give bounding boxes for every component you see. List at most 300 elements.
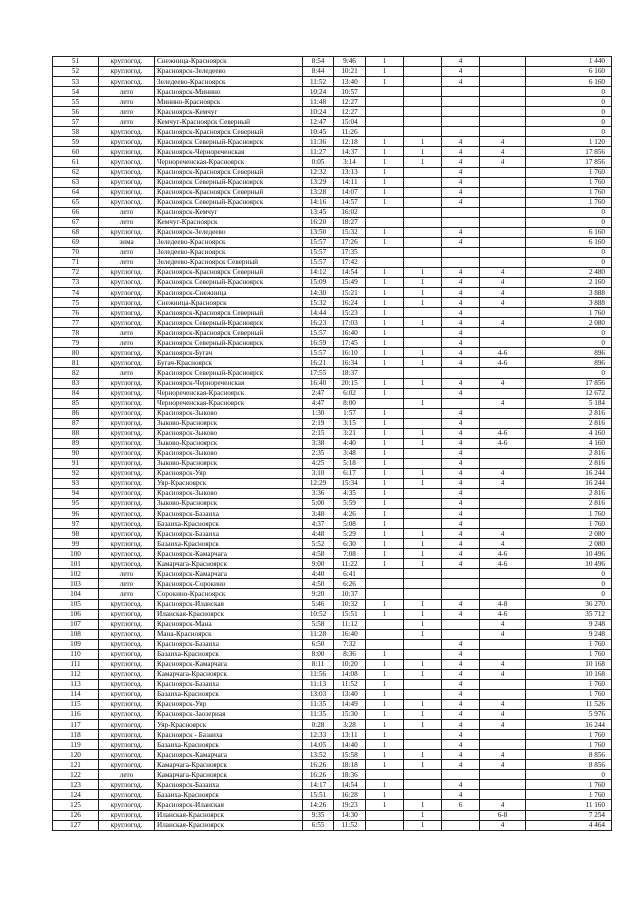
- table-row: [53, 67, 612, 77]
- season-cell: круглогод.: [99, 810, 155, 820]
- col-b-cell: 1: [404, 358, 442, 368]
- table-row: [53, 609, 612, 619]
- col-c-cell: 4: [442, 418, 480, 428]
- col-a-cell: 1: [366, 197, 404, 207]
- route-cell: Красноярск Северный-Красноярск: [155, 278, 303, 288]
- col-b-cell: [404, 730, 442, 740]
- arrival-time-cell: 8:36: [334, 649, 366, 659]
- amount-cell: 1 760: [526, 308, 612, 318]
- departure-time-cell: 16:21: [303, 358, 334, 368]
- col-b-cell: [404, 177, 442, 187]
- departure-time-cell: 16:26: [303, 760, 334, 770]
- row-number-cell: 61: [53, 157, 99, 167]
- route-cell: Красноярск-Красноярск Северный: [155, 187, 303, 197]
- departure-time-cell: 10:52: [303, 609, 334, 619]
- col-c-cell: 4: [442, 338, 480, 348]
- col-a-cell: [366, 368, 404, 378]
- arrival-time-cell: 11:26: [334, 127, 366, 137]
- arrival-time-cell: 15:58: [334, 750, 366, 760]
- departure-time-cell: 12:33: [303, 730, 334, 740]
- route-cell: Кемчуг-Красноярск: [155, 217, 303, 227]
- departure-time-cell: 4:48: [303, 529, 334, 539]
- route-cell: Сорокино-Красноярск: [155, 589, 303, 599]
- route-cell: Красноярск-Базаиха: [155, 639, 303, 649]
- amount-cell: 2 816: [526, 408, 612, 418]
- col-b-cell: [404, 368, 442, 378]
- col-a-cell: 1: [366, 458, 404, 468]
- table-row: [53, 157, 612, 167]
- season-cell: круглогод.: [99, 288, 155, 298]
- row-number-cell: 78: [53, 328, 99, 338]
- season-cell: лето: [99, 569, 155, 579]
- col-d-cell: 4: [480, 720, 526, 730]
- col-c-cell: [442, 629, 480, 639]
- route-cell: Зеледеево-Красноярск: [155, 247, 303, 257]
- amount-cell: 0: [526, 247, 612, 257]
- amount-cell: 36 270: [526, 599, 612, 609]
- season-cell: лето: [99, 107, 155, 117]
- season-cell: круглогод.: [99, 57, 155, 67]
- season-cell: круглогод.: [99, 378, 155, 388]
- col-d-cell: [480, 579, 526, 589]
- col-b-cell: [404, 639, 442, 649]
- table-row: [53, 448, 612, 458]
- row-number-cell: 82: [53, 368, 99, 378]
- departure-time-cell: 10:24: [303, 107, 334, 117]
- amount-cell: 0: [526, 579, 612, 589]
- departure-time-cell: 4:50: [303, 579, 334, 589]
- route-cell: Красноярск-Базаиха: [155, 780, 303, 790]
- arrival-time-cell: 15:21: [334, 288, 366, 298]
- col-c-cell: 4: [442, 288, 480, 298]
- col-c-cell: 4: [442, 750, 480, 760]
- departure-time-cell: 11:35: [303, 700, 334, 710]
- departure-time-cell: 13:45: [303, 207, 334, 217]
- season-cell: круглогод.: [99, 127, 155, 137]
- amount-cell: 1 760: [526, 639, 612, 649]
- row-number-cell: 81: [53, 358, 99, 368]
- row-number-cell: 92: [53, 468, 99, 478]
- col-b-cell: [404, 418, 442, 428]
- col-b-cell: [404, 257, 442, 267]
- arrival-time-cell: 10:37: [334, 589, 366, 599]
- col-c-cell: 4: [442, 147, 480, 157]
- season-cell: круглогод.: [99, 619, 155, 629]
- col-c-cell: 4: [442, 298, 480, 308]
- departure-time-cell: 12:32: [303, 167, 334, 177]
- col-c-cell: [442, 217, 480, 227]
- route-cell: Снежница-Красноярск: [155, 298, 303, 308]
- row-number-cell: 124: [53, 790, 99, 800]
- arrival-time-cell: 10:32: [334, 599, 366, 609]
- col-a-cell: [366, 810, 404, 820]
- season-cell: лето: [99, 207, 155, 217]
- row-number-cell: 85: [53, 398, 99, 408]
- col-a-cell: 1: [366, 740, 404, 750]
- table-row: [53, 770, 612, 780]
- col-a-cell: 1: [366, 388, 404, 398]
- arrival-time-cell: 6:02: [334, 388, 366, 398]
- arrival-time-cell: 17:03: [334, 318, 366, 328]
- col-c-cell: 4: [442, 730, 480, 740]
- departure-time-cell: 10:45: [303, 127, 334, 137]
- row-number-cell: 72: [53, 267, 99, 277]
- season-cell: круглогод.: [99, 187, 155, 197]
- col-a-cell: 1: [366, 559, 404, 569]
- col-a-cell: 1: [366, 67, 404, 77]
- col-b-cell: 1: [404, 137, 442, 147]
- arrival-time-cell: 5:18: [334, 458, 366, 468]
- col-b-cell: 1: [404, 539, 442, 549]
- col-b-cell: [404, 579, 442, 589]
- col-a-cell: [366, 629, 404, 639]
- table-row: [53, 689, 612, 699]
- route-cell: Красноярск-Базаиха: [155, 679, 303, 689]
- col-d-cell: [480, 689, 526, 699]
- col-d-cell: [480, 740, 526, 750]
- row-number-cell: 65: [53, 197, 99, 207]
- arrival-time-cell: 3:28: [334, 720, 366, 730]
- departure-time-cell: 14:12: [303, 267, 334, 277]
- col-c-cell: 4: [442, 177, 480, 187]
- amount-cell: 0: [526, 328, 612, 338]
- col-d-cell: [480, 217, 526, 227]
- row-number-cell: 125: [53, 800, 99, 810]
- season-cell: круглогод.: [99, 418, 155, 428]
- arrival-time-cell: 6:26: [334, 579, 366, 589]
- col-c-cell: [442, 569, 480, 579]
- col-b-cell: [404, 589, 442, 599]
- season-cell: круглогод.: [99, 740, 155, 750]
- col-d-cell: [480, 107, 526, 117]
- season-cell: круглогод.: [99, 509, 155, 519]
- col-a-cell: 1: [366, 730, 404, 740]
- table-row: [53, 810, 612, 820]
- col-a-cell: 1: [366, 659, 404, 669]
- route-cell: Красноярск-Иланская: [155, 800, 303, 810]
- arrival-time-cell: 13:40: [334, 77, 366, 87]
- table-row: [53, 267, 612, 277]
- row-number-cell: 75: [53, 298, 99, 308]
- table-row: [53, 710, 612, 720]
- amount-cell: 2 816: [526, 448, 612, 458]
- arrival-time-cell: 11:52: [334, 820, 366, 830]
- col-a-cell: 1: [366, 478, 404, 488]
- amount-cell: 1 120: [526, 137, 612, 147]
- col-d-cell: [480, 237, 526, 247]
- table-row: [53, 589, 612, 599]
- col-d-cell: 4: [480, 267, 526, 277]
- departure-time-cell: 15:57: [303, 328, 334, 338]
- departure-time-cell: 6:55: [303, 820, 334, 830]
- table-row: [53, 107, 612, 117]
- col-b-cell: [404, 87, 442, 97]
- table-row: [53, 780, 612, 790]
- col-b-cell: [404, 308, 442, 318]
- route-cell: Камарчага-Красноярск: [155, 669, 303, 679]
- amount-cell: 0: [526, 127, 612, 137]
- col-a-cell: 1: [366, 750, 404, 760]
- table-row: [53, 117, 612, 127]
- col-d-cell: 4: [480, 529, 526, 539]
- amount-cell: 0: [526, 368, 612, 378]
- season-cell: круглогод.: [99, 689, 155, 699]
- departure-time-cell: 11:35: [303, 710, 334, 720]
- col-d-cell: [480, 227, 526, 237]
- amount-cell: 7 254: [526, 810, 612, 820]
- col-c-cell: 4: [442, 539, 480, 549]
- arrival-time-cell: 14:11: [334, 177, 366, 187]
- row-number-cell: 54: [53, 87, 99, 97]
- row-number-cell: 80: [53, 348, 99, 358]
- row-number-cell: 113: [53, 679, 99, 689]
- amount-cell: 0: [526, 569, 612, 579]
- col-d-cell: [480, 308, 526, 318]
- col-d-cell: [480, 87, 526, 97]
- col-b-cell: 1: [404, 267, 442, 277]
- row-number-cell: 109: [53, 639, 99, 649]
- row-number-cell: 89: [53, 438, 99, 448]
- col-d-cell: [480, 117, 526, 127]
- route-cell: Зыково-Красноярск: [155, 418, 303, 428]
- col-d-cell: [480, 509, 526, 519]
- route-cell: Красноярск-Иланская: [155, 599, 303, 609]
- col-a-cell: 1: [366, 288, 404, 298]
- season-cell: круглогод.: [99, 137, 155, 147]
- col-c-cell: 4: [442, 57, 480, 67]
- table-row: [53, 137, 612, 147]
- col-b-cell: [404, 67, 442, 77]
- col-a-cell: 1: [366, 489, 404, 499]
- season-cell: круглогод.: [99, 549, 155, 559]
- arrival-time-cell: 15:32: [334, 227, 366, 237]
- col-d-cell: [480, 790, 526, 800]
- season-cell: круглогод.: [99, 348, 155, 358]
- col-a-cell: 1: [366, 338, 404, 348]
- table-row: [53, 478, 612, 488]
- col-b-cell: [404, 448, 442, 458]
- departure-time-cell: 9:00: [303, 559, 334, 569]
- amount-cell: 0: [526, 770, 612, 780]
- col-c-cell: 4: [442, 227, 480, 237]
- route-cell: Красноярск-Минино: [155, 87, 303, 97]
- amount-cell: 1 760: [526, 177, 612, 187]
- col-c-cell: 4: [442, 478, 480, 488]
- col-a-cell: [366, 579, 404, 589]
- row-number-cell: 96: [53, 509, 99, 519]
- col-a-cell: 1: [366, 328, 404, 338]
- amount-cell: 12 672: [526, 388, 612, 398]
- route-cell: Красноярск-Зыково: [155, 448, 303, 458]
- amount-cell: 16 244: [526, 478, 612, 488]
- row-number-cell: 105: [53, 599, 99, 609]
- arrival-time-cell: 8:00: [334, 398, 366, 408]
- route-cell: Красноярск-Чернореченская: [155, 378, 303, 388]
- departure-time-cell: 14:16: [303, 197, 334, 207]
- amount-cell: 2 816: [526, 458, 612, 468]
- col-c-cell: 4: [442, 137, 480, 147]
- schedule-table: [52, 56, 612, 831]
- arrival-time-cell: 10:21: [334, 67, 366, 77]
- departure-time-cell: 11:36: [303, 137, 334, 147]
- departure-time-cell: 16:23: [303, 318, 334, 328]
- arrival-time-cell: 18:36: [334, 770, 366, 780]
- col-a-cell: 1: [366, 760, 404, 770]
- arrival-time-cell: 6:41: [334, 569, 366, 579]
- season-cell: круглогод.: [99, 669, 155, 679]
- row-number-cell: 58: [53, 127, 99, 137]
- col-c-cell: 4: [442, 529, 480, 539]
- row-number-cell: 127: [53, 820, 99, 830]
- col-c-cell: 4: [442, 639, 480, 649]
- arrival-time-cell: 13:40: [334, 689, 366, 699]
- col-b-cell: [404, 57, 442, 67]
- col-c-cell: [442, 207, 480, 217]
- col-d-cell: [480, 338, 526, 348]
- table-row: [53, 227, 612, 237]
- arrival-time-cell: 18:18: [334, 760, 366, 770]
- col-c-cell: 4: [442, 509, 480, 519]
- season-cell: круглогод.: [99, 679, 155, 689]
- col-a-cell: [366, 639, 404, 649]
- arrival-time-cell: 20:15: [334, 378, 366, 388]
- route-cell: Красноярск-Кемчуг: [155, 207, 303, 217]
- col-c-cell: [442, 810, 480, 820]
- departure-time-cell: 5:52: [303, 539, 334, 549]
- row-number-cell: 77: [53, 318, 99, 328]
- table-row: [53, 659, 612, 669]
- route-cell: Красноярск Северный-Красноярск: [155, 368, 303, 378]
- season-cell: круглогод.: [99, 780, 155, 790]
- row-number-cell: 51: [53, 57, 99, 67]
- col-b-cell: 1: [404, 669, 442, 679]
- col-d-cell: 4: [480, 478, 526, 488]
- col-a-cell: 1: [366, 177, 404, 187]
- departure-time-cell: 5:46: [303, 599, 334, 609]
- table-row: [53, 378, 612, 388]
- arrival-time-cell: 5:08: [334, 519, 366, 529]
- route-cell: Красноярск-Чернореченская: [155, 147, 303, 157]
- table-row: [53, 348, 612, 358]
- col-d-cell: 4: [480, 820, 526, 830]
- season-cell: круглогод.: [99, 720, 155, 730]
- amount-cell: 1 760: [526, 187, 612, 197]
- col-b-cell: 1: [404, 559, 442, 569]
- route-cell: Базаиха-Красноярск: [155, 790, 303, 800]
- arrival-time-cell: 10:20: [334, 659, 366, 669]
- col-a-cell: 1: [366, 609, 404, 619]
- row-number-cell: 126: [53, 810, 99, 820]
- amount-cell: 2 480: [526, 267, 612, 277]
- col-b-cell: 1: [404, 478, 442, 488]
- col-c-cell: [442, 579, 480, 589]
- departure-time-cell: 4:40: [303, 569, 334, 579]
- col-a-cell: 1: [366, 509, 404, 519]
- table-row: [53, 549, 612, 559]
- route-cell: Красноярск-Базаиха: [155, 529, 303, 539]
- table-row: [53, 489, 612, 499]
- departure-time-cell: 15:32: [303, 298, 334, 308]
- amount-cell: 11 160: [526, 800, 612, 810]
- arrival-time-cell: 12:27: [334, 107, 366, 117]
- season-cell: круглогод.: [99, 177, 155, 187]
- col-c-cell: 4: [442, 780, 480, 790]
- col-b-cell: [404, 780, 442, 790]
- col-a-cell: 1: [366, 77, 404, 87]
- table-row: [53, 820, 612, 830]
- departure-time-cell: 11:52: [303, 77, 334, 87]
- departure-time-cell: 9:35: [303, 810, 334, 820]
- route-cell: Красноярск Северный-Красноярск: [155, 318, 303, 328]
- row-number-cell: 115: [53, 700, 99, 710]
- col-b-cell: 1: [404, 438, 442, 448]
- amount-cell: 3 888: [526, 288, 612, 298]
- col-a-cell: 1: [366, 529, 404, 539]
- route-cell: Красноярск Северный-Красноярск: [155, 177, 303, 187]
- col-a-cell: 1: [366, 780, 404, 790]
- route-cell: Красноярск Северный-Красноярск: [155, 137, 303, 147]
- arrival-time-cell: 3:15: [334, 418, 366, 428]
- arrival-time-cell: 4:40: [334, 438, 366, 448]
- row-number-cell: 53: [53, 77, 99, 87]
- amount-cell: 8 856: [526, 760, 612, 770]
- table-row: [53, 398, 612, 408]
- col-d-cell: [480, 328, 526, 338]
- amount-cell: 6 160: [526, 237, 612, 247]
- route-cell: Чернореченская-Красноярск: [155, 398, 303, 408]
- col-d-cell: 4: [480, 700, 526, 710]
- amount-cell: 2 160: [526, 278, 612, 288]
- col-d-cell: [480, 780, 526, 790]
- col-b-cell: 1: [404, 398, 442, 408]
- col-d-cell: [480, 368, 526, 378]
- route-cell: Чернореченская-Красноярск: [155, 157, 303, 167]
- col-a-cell: 1: [366, 700, 404, 710]
- route-cell: Красноярск-Зыково: [155, 408, 303, 418]
- route-cell: Базаиха-Красноярск: [155, 689, 303, 699]
- col-b-cell: 1: [404, 428, 442, 438]
- col-d-cell: 4: [480, 659, 526, 669]
- col-b-cell: 1: [404, 619, 442, 629]
- col-a-cell: 1: [366, 308, 404, 318]
- row-number-cell: 87: [53, 418, 99, 428]
- table-row: [53, 197, 612, 207]
- col-d-cell: 4: [480, 398, 526, 408]
- col-c-cell: 4: [442, 448, 480, 458]
- row-number-cell: 98: [53, 529, 99, 539]
- departure-time-cell: 0:28: [303, 720, 334, 730]
- arrival-time-cell: 15:04: [334, 117, 366, 127]
- departure-time-cell: 14:26: [303, 800, 334, 810]
- col-b-cell: [404, 569, 442, 579]
- route-cell: Красноярск Северный-Красноярск: [155, 197, 303, 207]
- season-cell: круглогод.: [99, 730, 155, 740]
- arrival-time-cell: 3:48: [334, 448, 366, 458]
- col-b-cell: [404, 689, 442, 699]
- col-a-cell: 1: [366, 499, 404, 509]
- table-row: [53, 167, 612, 177]
- col-a-cell: 1: [366, 187, 404, 197]
- arrival-time-cell: 17:45: [334, 338, 366, 348]
- col-a-cell: 1: [366, 418, 404, 428]
- table-row: [53, 700, 612, 710]
- col-a-cell: 1: [366, 57, 404, 67]
- arrival-time-cell: 18:27: [334, 217, 366, 227]
- route-cell: Красноярск-Красноярск Северный: [155, 267, 303, 277]
- col-a-cell: 1: [366, 669, 404, 679]
- col-a-cell: 1: [366, 298, 404, 308]
- amount-cell: 2 080: [526, 529, 612, 539]
